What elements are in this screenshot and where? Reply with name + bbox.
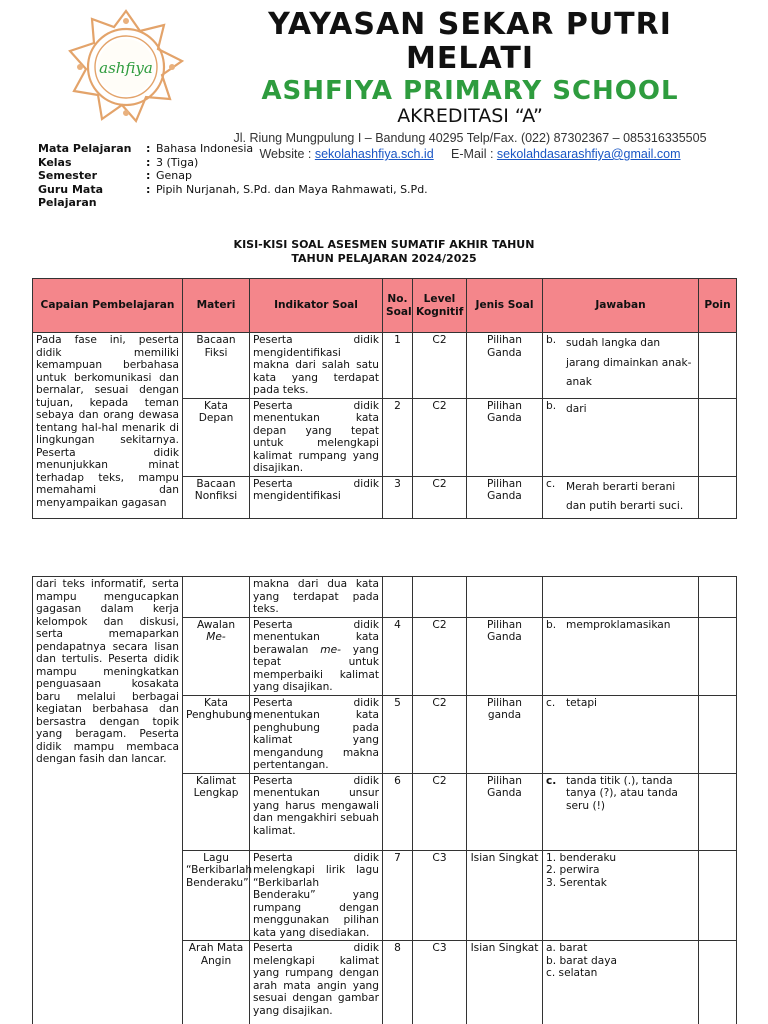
- poin-cell: [699, 333, 737, 399]
- table-row: Arah Mata Angin Peserta didik melengkapi kalimat yang rumpang dengan arah mata angin yang sesuai dengan gambar yang disajikan. 8 C3 Isian Singkat a. barat b. barat daya c. selatan: [33, 941, 737, 1024]
- school-name: ASHFIYA PRIMARY SCHOOL: [261, 76, 679, 106]
- table-row: Kata Depan Peserta didik menentukan kata depan yang tepat untuk melengkapi kalimat rumpang yang disajikan. 2 C2 Pilihan Ganda b. dari: [33, 398, 737, 476]
- table-row: Bacaan Nonfiksi Peserta didik mengidentifikasi 3 C2 Pilihan Ganda c. Merah berarti berani dan putih berarti suci.: [33, 476, 737, 518]
- grid-table-page2: [32, 576, 737, 1024]
- poin-cell: [699, 398, 737, 476]
- school-address: Jl. Riung Mungpulung I – Bandung 40295 Telp/Fax. (022) 87302367 – 085316335505: [233, 131, 707, 145]
- identity-row-teacher: Guru Mata Pelajaran : Pipih Nurjanah, S.Pd. dan Maya Rahmawati, S.Pd.: [38, 182, 428, 209]
- identity-row-subject: Mata Pelajaran : Bahasa Indonesia: [38, 142, 254, 155]
- poin-cell: [699, 695, 737, 773]
- table-row: Awalan Me- Peserta didik menentukan kata berawalan me- yang tepat untuk memperbaiki kalimat yang disajikan. 4 C2 Pilihan Ganda b. memproklamasikan: [33, 617, 737, 695]
- header-indikator: Indikator Soal: [250, 279, 383, 333]
- poin-cell: [699, 476, 737, 518]
- table-row: Kalimat Lengkap Peserta didik menentukan unsur yang harus mengawali dan mengakhiri sebuah kalimat. 6 C2 Pilihan Ganda c. tanda titik (.), tanda tanya (?), atau tanda seru (!): [33, 773, 737, 850]
- table-row: Kata Penghubung Peserta didik menentukan kata penghubung pada kalimat yang mengandung makna pertentangan. 5 C2 Pilihan ganda c. tetapi: [33, 695, 737, 773]
- table-row: Lagu “Berkibarlah Benderaku” Peserta didik melengkapi lirik lagu “Berkibarlah Benderaku” yang rumpang dengan menggunakan pilihan kata yang disediakan. 7 C3 Isian Singkat 1. benderaku 2. perwira 3. Serentak: [33, 850, 737, 941]
- letterhead-text: [200, 8, 740, 162]
- identity-row-semester: Semester : Genap: [38, 169, 192, 182]
- email-link[interactable]: sekolahdasarashfiya@gmail.com: [496, 147, 681, 161]
- header-jawaban: Jawaban: [543, 279, 699, 333]
- header-level: Level Kognitif: [413, 279, 467, 333]
- foundation-name: YAYASAN SEKAR PUTRI MELATI: [268, 7, 672, 76]
- table-row: dari teks informatif, serta mampu mengucapkan gagasan dalam kerja kelompok dan diskusi, serta memaparkan pendapatnya secara lisan dan tertulis. Peserta didik mampu meningkatkan penguasaan kosakata baru melalui berbagai kegiatan berbahasa dan bersastra dengan topik yang beragam. Peserta didik mampu membaca dengan fasih dan lancar. makna dari dua kata yang terdapat pada teks.: [33, 577, 737, 618]
- document-title: KISI-KISI SOAL ASESMEN SUMATIF AKHIR TAHUN TAHUN PELAJARAN 2024/2025: [233, 238, 535, 265]
- grid-table-page1: [32, 278, 737, 519]
- subject-identity: [38, 142, 478, 210]
- capaian-cell: Pada fase ini, peserta didik memiliki kemampuan berbahasa untuk berkomunikasi dan bernalar, sesuai dengan tujuan, kepada teman sebaya dan orang dewasa tentang hal-hal menarik di lingkungan sekitarnya. Peserta didik menunjukkan minat terhadap teks, mampu memahami dan menyampaikan gagasan: [33, 333, 183, 519]
- poin-cell: [699, 577, 737, 618]
- capaian-cell: dari teks informatif, serta mampu mengucapkan gagasan dalam kerja kelompok dan diskusi, serta memaparkan pendapatnya secara lisan dan tertulis. Peserta didik mampu meningkatkan penguasaan kosakata baru melalui berbagai kegiatan berbahasa dan bersastra dengan topik yang beragam. Peserta didik mampu membaca dengan fasih dan lancar.: [33, 577, 183, 1024]
- header-no-soal: No. Soal: [383, 279, 413, 333]
- accreditation: AKREDITASI “A”: [397, 105, 543, 127]
- header-jenis: Jenis Soal: [467, 279, 543, 333]
- header-materi: Materi: [183, 279, 250, 333]
- poin-cell: [699, 773, 737, 850]
- website-label: Website :: [259, 147, 312, 161]
- school-logo: [66, 7, 186, 127]
- header-capaian: Capaian Pembelajaran: [33, 279, 183, 333]
- website-link[interactable]: sekolahashfiya.sch.id: [314, 147, 434, 161]
- poin-cell: [699, 941, 737, 1024]
- identity-row-class: Kelas : 3 (Tiga): [38, 155, 199, 169]
- poin-cell: [699, 850, 737, 941]
- table-row: Pada fase ini, peserta didik memiliki kemampuan berbahasa untuk berkomunikasi dan bernalar, sesuai dengan tujuan, kepada teman sebaya dan orang dewasa tentang hal-hal menarik di lingkungan sekitarnya. Peserta didik menunjukkan minat terhadap teks, mampu memahami dan menyampaikan gagasan Bacaan Fiksi Peserta didik mengidentifikasi makna dari salah satu kata yang terdapat pada teks. 1 C2 Pilihan Ganda b. sudah langka dan jarang dimainkan anak-anak: [33, 333, 737, 399]
- svg-text:ashfiya: ashfiya: [99, 59, 153, 77]
- header-poin: Poin: [699, 279, 737, 333]
- table-header-row: [33, 279, 737, 333]
- email-label: E-Mail :: [451, 147, 494, 161]
- poin-cell: [699, 617, 737, 695]
